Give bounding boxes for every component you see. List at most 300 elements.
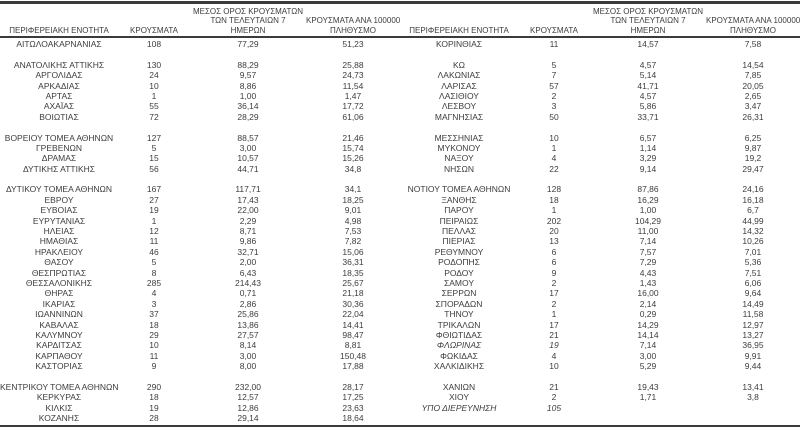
table-row — [0, 216, 400, 226]
cell-region: ΠΕΛΛΑΣ — [441, 226, 477, 237]
cell-avg7: 1,71 — [639, 392, 657, 403]
cell-region: ΒΟΙΩΤΙΑΣ — [39, 111, 79, 122]
table-row — [400, 205, 800, 215]
cell-region: ΡΟΔΟΥ — [444, 267, 474, 278]
cell-avg7 — [590, 403, 706, 413]
table-row — [400, 112, 800, 122]
table-row — [400, 268, 800, 278]
cell-per100k: 23,63 — [342, 402, 364, 413]
table-row — [0, 351, 400, 361]
table-row — [0, 309, 400, 319]
cell-region: ΑΡΓΟΛΙΔΑΣ — [35, 70, 83, 81]
table-row — [0, 70, 400, 80]
cell-region: ΓΡΕΒΕΝΩΝ — [36, 142, 82, 153]
table-row — [0, 39, 400, 49]
cell-avg7: 88,57 — [237, 132, 259, 143]
cell-per100k: 30,36 — [342, 298, 364, 309]
cell-per100k: 34,8 — [344, 163, 362, 174]
cell-avg7: 88,29 — [237, 59, 259, 70]
cell-per100k: 7,58 — [744, 39, 762, 49]
cell-region: ΛΑΣΙΘΙΟΥ — [439, 90, 479, 101]
cell-avg7: 8,00 — [239, 361, 257, 372]
cell-avg7: 14,29 — [637, 319, 659, 330]
cell-region: ΘΕΣΠΡΩΤΙΑΣ — [31, 267, 87, 278]
right-table-body — [400, 39, 800, 423]
cell-cases: 19 — [149, 205, 159, 216]
cell-cases: 11 — [549, 39, 559, 49]
cell-per100k: 19,2 — [744, 153, 762, 164]
cell-per100k: 10,26 — [742, 236, 764, 247]
cell-avg7: 27,57 — [237, 329, 259, 340]
cell-per100k: 15,06 — [342, 246, 364, 257]
cell-avg7: 5,29 — [639, 361, 657, 372]
cell-per100k: 6,06 — [744, 277, 762, 288]
cell-avg7: 14,57 — [637, 39, 659, 49]
cell-avg7: 11,00 — [637, 226, 659, 237]
cell-avg7: 9,57 — [239, 70, 257, 81]
table-row — [0, 164, 400, 174]
cell-per100k: 17,25 — [342, 392, 364, 403]
cell-cases: 5 — [551, 59, 557, 70]
cell-per100k: 9,64 — [744, 288, 762, 299]
cell-per100k: 6,25 — [744, 132, 762, 143]
cell-region: ΤΗΝΟΥ — [444, 309, 474, 320]
cell-cases: 167 — [146, 184, 162, 195]
table-row — [0, 403, 400, 413]
cell-avg7: 1,14 — [639, 142, 657, 153]
col-header-avg7 — [190, 7, 306, 37]
cell-region: ΧΑΝΙΩΝ — [442, 381, 476, 392]
cell-region: ΤΡΙΚΑΛΩΝ — [437, 319, 481, 330]
table-row — [0, 320, 400, 330]
table-row — [400, 91, 800, 101]
cell-avg7: 36,14 — [237, 101, 259, 112]
table-row — [400, 403, 800, 413]
cell-cases: 1 — [551, 309, 557, 320]
cell-region: ΚΙΛΚΙΣ — [45, 402, 73, 413]
cell-cases: 9 — [551, 267, 557, 278]
cell-cases: 285 — [146, 277, 162, 288]
cell-avg7: 13,86 — [237, 319, 259, 330]
cell-per100k: 1,47 — [344, 90, 362, 101]
cell-cases: 10 — [549, 132, 559, 143]
table-row — [0, 382, 400, 392]
cell-region: ΣΕΡΡΩΝ — [441, 288, 477, 299]
col-header-region: ΠΕΡΙΦΕΡΕΙΑΚΗ ΕΝΟΤΗΤΑ — [409, 25, 509, 35]
cell-cases: 130 — [146, 59, 162, 70]
cell-per100k: 150,48 — [340, 350, 366, 361]
cell-avg7: 7,14 — [639, 236, 657, 247]
cell-per100k: 13,27 — [742, 329, 764, 340]
cell-region: ΞΑΝΘΗΣ — [441, 194, 477, 205]
left-table-body — [0, 39, 400, 423]
spacer-row — [0, 49, 400, 59]
cell-avg7: 232,00 — [235, 381, 261, 392]
cell-region: ΒΟΡΕΙΟΥ ΤΟΜΕΑ ΑΘΗΝΩΝ — [4, 132, 114, 143]
cell-avg7: 2,86 — [239, 298, 257, 309]
cell-region: ΔΥΤΙΚΟΥ ΤΟΜΕΑ ΑΘΗΝΩΝ — [5, 184, 113, 195]
cell-avg7: 33,71 — [637, 111, 659, 122]
cell-cases: 10 — [149, 340, 159, 351]
cell-cases: 24 — [149, 70, 159, 81]
cell-per100k: 14,32 — [742, 226, 764, 237]
cell-region: ΚΟΖΑΝΗΣ — [38, 413, 80, 424]
col-header-cases: ΚΡΟΥΣΜΑΤΑ — [130, 25, 178, 35]
col-header-per100k-line1: ΚΡΟΥΣΜΑΤΑ ΑΝΑ 100000 — [706, 16, 800, 25]
cell-avg7: 44,71 — [237, 163, 259, 174]
cell-avg7: 17,43 — [237, 194, 259, 205]
cell-cases: 290 — [146, 381, 162, 392]
table-row — [0, 392, 400, 402]
cell-region: ΙΩΑΝΝΙΝΩΝ — [35, 309, 83, 320]
table-row — [400, 392, 800, 402]
cell-region: ΚΑΛΥΜΝΟΥ — [35, 329, 83, 340]
cell-cases: 19 — [149, 402, 159, 413]
table-row — [0, 278, 400, 288]
table-row — [0, 268, 400, 278]
cell-per100k: 29,47 — [742, 163, 764, 174]
cell-cases: 18 — [149, 392, 159, 403]
cell-per100k: 9,91 — [744, 350, 762, 361]
table-row — [0, 236, 400, 246]
cell-region: ΝΑΞΟΥ — [444, 153, 474, 164]
col-header-avg7-line2: ΤΩΝ ΤΕΛΕΥΤΑΙΩΝ 7 — [210, 16, 286, 25]
col-header-per100k-line1: ΚΡΟΥΣΜΑΤΑ ΑΝΑ 100000 — [306, 16, 401, 25]
cell-cases: 28 — [149, 413, 159, 424]
table-row — [0, 299, 400, 309]
cell-region: ΗΛΕΙΑΣ — [43, 226, 75, 237]
cell-region: ΠΕΙΡΑΙΩΣ — [439, 215, 479, 226]
cell-cases: 2 — [551, 277, 557, 288]
cell-cases: 18 — [149, 319, 159, 330]
cell-per100k: 13,41 — [742, 381, 764, 392]
cell-region: ΛΑΡΙΣΑΣ — [441, 80, 477, 91]
cell-cases: 21 — [549, 381, 559, 392]
cell-region: ΚΟΡΙΝΘΙΑΣ — [435, 39, 483, 49]
table-row — [0, 413, 400, 423]
cell-per100k: 7,85 — [744, 70, 762, 81]
table-row — [400, 133, 800, 143]
cell-avg7: 8,86 — [239, 80, 257, 91]
cell-avg7: 9,86 — [239, 236, 257, 247]
table-row — [400, 60, 800, 70]
table-row — [0, 101, 400, 111]
cell-avg7: 4,57 — [639, 59, 657, 70]
cell-region: ΕΒΡΟΥ — [44, 194, 74, 205]
cell-region: ΗΡΑΚΛΕΙΟΥ — [34, 246, 84, 257]
cell-avg7: 3,00 — [239, 142, 257, 153]
cell-per100k: 5,36 — [744, 257, 762, 268]
cell-avg7: 25,86 — [237, 309, 259, 320]
cell-per100k: 21,18 — [342, 288, 364, 299]
cell-region: ΙΚΑΡΙΑΣ — [42, 298, 76, 309]
cell-region: ΚΑΡΠΑΘΟΥ — [35, 350, 83, 361]
cell-cases: 1 — [151, 215, 157, 226]
cell-per100k: 11,58 — [742, 309, 764, 320]
cell-avg7: 28,29 — [237, 111, 259, 122]
table-row — [400, 153, 800, 163]
cell-per100k: 7,51 — [744, 267, 762, 278]
table-row — [0, 143, 400, 153]
cell-avg7: 6,43 — [239, 267, 257, 278]
table-row — [0, 226, 400, 236]
cell-avg7: 117,71 — [235, 184, 261, 195]
cell-region: ΜΥΚΟΝΟΥ — [437, 142, 481, 153]
table-row — [400, 195, 800, 205]
table-row — [0, 257, 400, 267]
cell-avg7: 4,57 — [639, 90, 657, 101]
cell-per100k: 21,46 — [342, 132, 364, 143]
cell-avg7: 3,29 — [639, 153, 657, 164]
cell-cases: 1 — [551, 205, 557, 216]
cell-region: ΠΑΡΟΥ — [444, 205, 474, 216]
col-header-per100k — [706, 16, 800, 36]
cell-per100k: 9,87 — [744, 142, 762, 153]
table-row — [400, 288, 800, 298]
cell-region: ΧΙΟΥ — [448, 392, 470, 403]
cell-region: ΚΕΝΤΡΙΚΟΥ ΤΟΜΕΑ ΑΘΗΝΩΝ — [0, 381, 119, 392]
cell-cases: 4 — [551, 350, 557, 361]
cell-avg7: 1,00 — [639, 205, 657, 216]
cell-cases: 21 — [549, 329, 559, 340]
cell-region: ΛΕΣΒΟΥ — [441, 101, 477, 112]
cell-per100k: 11,54 — [342, 80, 364, 91]
table-row — [0, 205, 400, 215]
cell-cases: 29 — [149, 329, 159, 340]
cell-region: ΚΑΡΔΙΤΣΑΣ — [36, 340, 82, 351]
cell-cases: 128 — [546, 184, 562, 195]
cell-cases: 8 — [151, 267, 157, 278]
table-row — [400, 257, 800, 267]
cell-avg7: 104,29 — [635, 215, 661, 226]
cell-per100k: 17,88 — [342, 361, 364, 372]
cell-region: ΑΡΚΑΔΙΑΣ — [38, 80, 80, 91]
spacer-row — [0, 122, 400, 132]
cell-avg7: 14,14 — [637, 329, 659, 340]
cell-avg7: 7,29 — [639, 257, 657, 268]
table-row — [0, 133, 400, 143]
cell-avg7: 6,57 — [639, 132, 657, 143]
table-row — [400, 216, 800, 226]
col-header-region: ΠΕΡΙΦΕΡΕΙΑΚΗ ΕΝΟΤΗΤΑ — [9, 25, 109, 35]
cell-cases: 5 — [151, 142, 157, 153]
cell-cases: 4 — [551, 153, 557, 164]
col-header-avg7-line3: ΗΜΕΡΩΝ — [630, 25, 666, 35]
cell-cases: 56 — [149, 163, 159, 174]
cell-per100k: 3,8 — [747, 392, 759, 403]
cell-region: ΔΡΑΜΑΣ — [41, 153, 77, 164]
cell-cases: 13 — [549, 236, 559, 247]
cell-per100k: 3,47 — [744, 101, 762, 112]
table-row — [0, 60, 400, 70]
cell-cases: 72 — [149, 111, 159, 122]
table-body-band — [0, 39, 800, 423]
cell-region: ΡΕΘΥΜΝΟΥ — [434, 246, 484, 257]
cell-avg7: 29,14 — [237, 413, 259, 424]
cell-cases: 19 — [549, 340, 559, 351]
cell-per100k: 4,98 — [344, 215, 362, 226]
cell-cases: 11 — [149, 350, 159, 361]
cell-cases: 27 — [149, 194, 159, 205]
cell-avg7: 16,00 — [637, 288, 659, 299]
table-row — [0, 195, 400, 205]
cell-avg7: 2,14 — [639, 298, 657, 309]
cell-region: ΘΗΡΑΣ — [44, 288, 74, 299]
cell-avg7: 5,86 — [639, 101, 657, 112]
cell-region: ΑΝΑΤΟΛΙΚΗΣ ΑΤΤΙΚΗΣ — [13, 59, 105, 70]
cell-cases: 50 — [549, 111, 559, 122]
cell-per100k: 18,25 — [342, 194, 364, 205]
cell-per100k: 7,53 — [344, 226, 362, 237]
cell-per100k: 25,88 — [342, 59, 364, 70]
table-row — [400, 70, 800, 80]
cell-region: ΑΧΑΪΑΣ — [43, 101, 75, 112]
cell-region: ΝΟΤΙΟΥ ΤΟΜΕΑ ΑΘΗΝΩΝ — [407, 184, 511, 195]
table-row — [400, 39, 800, 49]
table-row — [400, 330, 800, 340]
cell-avg7: 10,57 — [237, 153, 259, 164]
cell-per100k: 14,49 — [742, 298, 764, 309]
cell-per100k: 36,95 — [742, 340, 764, 351]
spacer-row — [400, 174, 800, 184]
table-row — [400, 320, 800, 330]
cell-cases: 17 — [549, 319, 559, 330]
cell-avg7: 0,71 — [239, 288, 257, 299]
table-row — [400, 361, 800, 371]
cell-avg7: 16,29 — [637, 194, 659, 205]
table-row — [0, 330, 400, 340]
cell-avg7: 3,00 — [239, 350, 257, 361]
cell-region: ΧΑΛΚΙΔΙΚΗΣ — [433, 361, 485, 372]
spacer-row — [400, 413, 800, 423]
table-row — [400, 351, 800, 361]
col-header-per100k-line2: ΠΛΗΘΥΣΜΟ — [729, 25, 777, 35]
cell-per100k: 20,05 — [742, 80, 764, 91]
spacer-row — [400, 49, 800, 59]
cell-avg7: 214,43 — [235, 277, 261, 288]
table-row — [0, 247, 400, 257]
cell-per100k: 7,01 — [744, 246, 762, 257]
cell-cases: 57 — [549, 80, 559, 91]
cell-region: ΦΛΩΡΙΝΑΣ — [436, 340, 482, 351]
cell-cases: 6 — [551, 246, 557, 257]
table-row — [0, 91, 400, 101]
col-header-per100k — [306, 16, 400, 36]
col-header-cases: ΚΡΟΥΣΜΑΤΑ — [530, 25, 578, 35]
table-row — [400, 382, 800, 392]
cell-region: ΚΕΡΚΥΡΑΣ — [36, 392, 82, 403]
table-row — [400, 143, 800, 153]
left-table-header — [0, 4, 400, 36]
cell-region: ΔΥΤΙΚΗΣ ΑΤΤΙΚΗΣ — [22, 163, 96, 174]
table-row — [400, 164, 800, 174]
cell-avg7: 2,00 — [239, 257, 257, 268]
spacer-row — [400, 372, 800, 382]
right-table-header — [400, 4, 800, 36]
cell-avg7: 2,29 — [239, 215, 257, 226]
col-header-per100k-line2: ΠΛΗΘΥΣΜΟ — [329, 25, 377, 35]
cell-per100k: 14,54 — [742, 59, 764, 70]
table-header-band — [0, 4, 800, 38]
cell-cases: 5 — [151, 257, 157, 268]
cell-cases: 7 — [551, 70, 557, 81]
cell-avg7: 5,14 — [639, 70, 657, 81]
cell-cases: 37 — [149, 309, 159, 320]
cell-per100k: 9,01 — [344, 205, 362, 216]
cell-per100k: 36,31 — [342, 257, 364, 268]
spacer-row — [0, 372, 400, 382]
cell-cases: 11 — [149, 236, 159, 247]
cell-cases: 22 — [549, 163, 559, 174]
table-row — [0, 112, 400, 122]
cell-cases: 127 — [146, 132, 162, 143]
table-row — [400, 247, 800, 257]
cell-avg7: 0,29 — [639, 309, 657, 320]
cell-region: ΗΜΑΘΙΑΣ — [39, 236, 79, 247]
cell-per100k: 34,1 — [344, 184, 362, 195]
cell-per100k: 44,99 — [742, 215, 764, 226]
table-row — [400, 226, 800, 236]
cell-cases: 9 — [151, 361, 157, 372]
cell-region: ΡΟΔΟΠΗΣ — [438, 257, 480, 268]
cell-per100k: 7,82 — [344, 236, 362, 247]
cell-cases: 108 — [146, 39, 162, 49]
table-row — [0, 153, 400, 163]
cell-region: ΜΑΓΝΗΣΙΑΣ — [434, 111, 484, 122]
col-header-avg7-line1: ΜΕΣΟΣ ΟΡΟΣ ΚΡΟΥΣΜΑΤΩΝ — [592, 6, 704, 16]
cell-per100k: 51,23 — [342, 39, 364, 49]
cell-avg7: 8,71 — [239, 226, 257, 237]
cell-cases: 3 — [151, 298, 157, 309]
cell-region: ΦΘΙΩΤΙΔΑΣ — [435, 329, 483, 340]
cell-region: ΑΡΤΑΣ — [45, 90, 73, 101]
cell-avg7: 8,14 — [239, 340, 257, 351]
cell-per100k — [706, 403, 800, 413]
cell-region: ΚΑΣΤΟΡΙΑΣ — [35, 361, 83, 372]
cell-per100k: 15,74 — [342, 142, 364, 153]
col-header-avg7-line1: ΜΕΣΟΣ ΟΡΟΣ ΚΡΟΥΣΜΑΤΩΝ — [192, 6, 304, 16]
cell-cases: 10 — [149, 80, 159, 91]
cell-avg7: 1,43 — [639, 277, 657, 288]
cell-cases: 4 — [151, 288, 157, 299]
cell-cases: 12 — [149, 226, 159, 237]
cell-cases: 17 — [549, 288, 559, 299]
cell-avg7: 32,71 — [237, 246, 259, 257]
cell-per100k: 14,41 — [342, 319, 364, 330]
table-row — [400, 278, 800, 288]
cell-cases: 10 — [549, 361, 559, 372]
cell-avg7: 41,71 — [637, 80, 659, 91]
cell-region: ΝΗΣΩΝ — [443, 163, 475, 174]
cell-per100k: 26,31 — [742, 111, 764, 122]
cell-avg7: 19,43 — [637, 381, 659, 392]
cell-region: ΦΩΚΙΔΑΣ — [440, 350, 478, 361]
cell-per100k: 24,16 — [742, 184, 764, 195]
cell-region: ΛΑΚΩΝΙΑΣ — [437, 70, 481, 81]
cell-avg7: 12,86 — [237, 402, 259, 413]
cell-cases: 1 — [151, 90, 157, 101]
cell-per100k: 98,47 — [342, 329, 364, 340]
table-row — [400, 340, 800, 350]
cell-cases: 1 — [551, 142, 557, 153]
cell-cases: 20 — [549, 226, 559, 237]
cell-region: ΚΑΒΑΛΑΣ — [39, 319, 79, 330]
cell-avg7: 87,86 — [637, 184, 659, 195]
cell-per100k: 6,7 — [747, 205, 759, 216]
cell-region: ΥΠΟ ΔΙΕΡΕΥΝΗΣΗ — [421, 402, 497, 413]
cell-avg7: 77,29 — [237, 39, 259, 49]
cell-region: ΘΕΣΣΑΛΟΝΙΚΗΣ — [25, 277, 93, 288]
